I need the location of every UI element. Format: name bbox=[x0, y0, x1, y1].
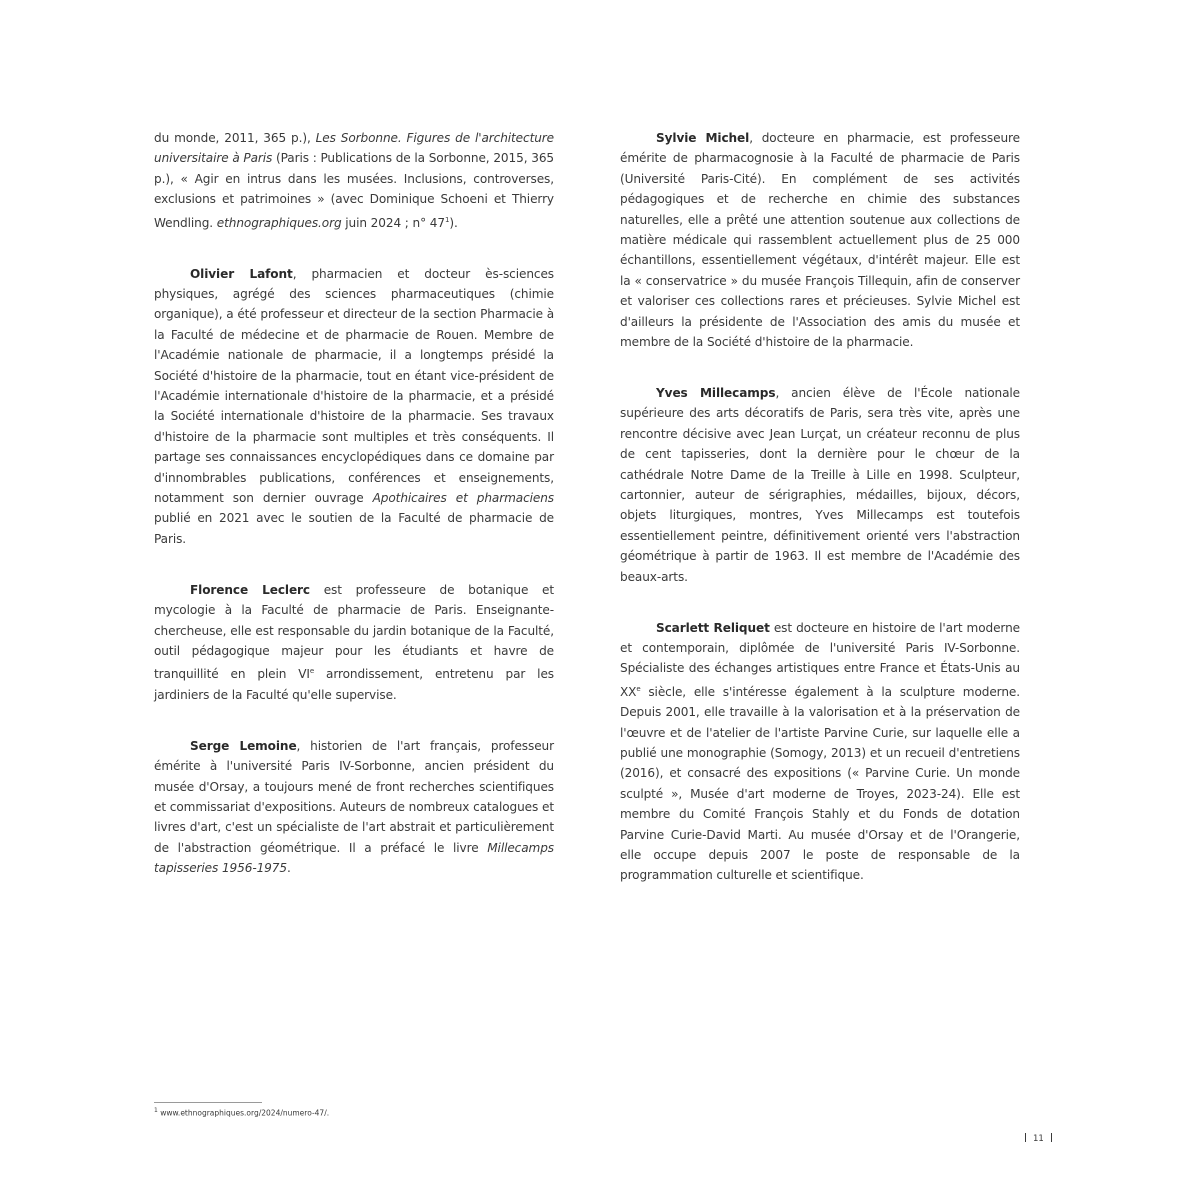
left-column bbox=[154, 128, 554, 909]
bio-name: Olivier Lafont bbox=[190, 266, 293, 281]
bio-serge-lemoine: Serge Lemoine, historien de l'art français, professeur émérite à l'université Paris IV-Sorbonne, ancien président du musée d'Orsay, a toujours mené de front recherches scientifiques et commissariat d'expositions. Auteurs de nombreux catalogues et livres d'art, c'est un spécialiste de l'art abstrait et particulièrement de l'abstraction géométrique. Il a préfacé le livre Millecamps tapisseries 1956-1975. bbox=[154, 738, 554, 876]
bio-name: Sylvie Michel bbox=[656, 131, 750, 145]
bio-olivier-lafont: Olivier Lafont, pharmacien et docteur ès-sciences physiques, agrégé des sciences pharmaceutiques (chimie organique), a été professeur et directeur de la section Pharmacie à la Faculté de médecine et de pharmacie de Rouen. Membre de l'Académie nationale de pharmacie, il a longtemps présidé la Société d'histoire de la pharmacie, tout en étant vice-président de l'Académie internationale d'histoire de la pharmacie, et a présidé la Société internationale d'histoire de la pharmacie. Ses travaux d'histoire de la pharmacie sont multiples et très conséquents. Il partage ses connaissances encyclopédiques dans ce domaine par d'innombrables publications, conférences et enseignements, notamment son dernier ouvrage Apothicaires et pharmaciens publié en 2021 avec le soutien de la Faculté de pharmacie de Paris. bbox=[154, 266, 555, 546]
bio-name: Serge Lemoine bbox=[190, 738, 297, 753]
bio-sylvie-michel: Sylvie Michel, docteure en pharmacie, est professeure émérite de pharmacognosie à la Faculté de pharmacie de Paris (Université Paris-Cité). En complément de ses activités pédagogiques et de recherche en chimie des substances naturelles, elle a prêté une attention soutenue aux collections de matière médicale qui rassemblent actuellement plus de 25 000 échantillons, essentiellement végétaux, d'intérêt majeur. Elle est la « conservatrice » du musée François Tillequin, afin de conserver et valoriser ces collections rares et précieuses. Sylvie Michel est d'ailleurs la présidente de l'Association des amis du musée et membre de la Société d'histoire de la pharmacie. bbox=[620, 131, 1020, 350]
folio-bar-left bbox=[1025, 1133, 1026, 1142]
folio-bar-right bbox=[1051, 1133, 1052, 1142]
footnote-rule bbox=[154, 1102, 262, 1103]
bio-name: Yves Millecamps bbox=[656, 385, 776, 400]
footnote bbox=[154, 1106, 329, 1119]
footnote-number: 1 bbox=[154, 1107, 158, 1114]
right-column bbox=[620, 128, 1020, 916]
bio-continuation: du monde, 2011, 365 p.), Les Sorbonne. Figures de l'architecture universitaire à Paris (Paris : Publications de la Sorbonne, 2015, 365 p.), « Agir en intrus dans les musées. Inclusions, controverses, exclusions et patrimoines » (avec Dominique Schoeni et Thierry Wendling. ethnographiques.org juin 2024 ; n° $47^1$). bbox=[154, 131, 555, 230]
bio-yves-millecamps: Yves Millecamps, ancien élève de l'École nationale supérieure des arts décoratifs de Paris, sera très vite, après une rencontre décisive avec Jean Lurçat, un créateur reconnu de plus de cent tapisseries, dont la dernière pour le chœur de la cathédrale Notre Dame de la Treille à Lille en 1998. Sculpteur, cartonnier, auteur de sérigraphies, médailles, bijoux, décors, objets liturgiques, montres, Yves Millecamps est toutefois essentiellement peintre, définitivement orienté vers l'abstraction géométrique à partir de 1963. Il est membre de l'Académie des beaux-arts. bbox=[620, 385, 1020, 584]
footnote-ref[interactable]: 1 bbox=[444, 215, 450, 224]
bio-florence-leclerc: Florence Leclerc est professeure de botanique et mycologie à la Faculté de pharmacie de Paris. Enseignante-chercheuse, elle est responsable du jardin botanique de la Faculté, outil pédagogique majeur pour les étudiants et havre de tranquillité en plein VIe arrondissement, entretenu par les jardiniers de la Faculté qu'elle supervise. bbox=[154, 582, 554, 702]
footnote-link[interactable]: www.ethnographiques.org/2024/numero-47/. bbox=[160, 1108, 330, 1118]
bio-name: Florence Leclerc bbox=[190, 582, 310, 597]
bio-scarlett-reliquet: Scarlett Reliquet est docteure en histoire de l'art moderne et contemporain, diplômée de l'université Paris IV-Sorbonne. Spécialiste des échanges artistiques entre France et États-Unis au XXe siècle, elle s'intéresse également à la sculpture moderne. Depuis 2001, elle travaille à la valorisation et à la préservation de l'œuvre et de l'atelier de l'artiste Parvine Curie, sur laquelle elle a publié une monographie (Somogy, 2013) et un recueil d'entretiens (2016), et consacré des expositions (« Parvine Curie. Un monde sculpté », Musée d'art moderne de Troyes, 2023-24). Elle est membre du Comité François Stahly et du Fonds de dotation Parvine Curie-David Marti. Au musée d'Orsay et de l'Orangerie, elle occupe depuis 2007 le poste de responsable de la programmation culturelle et scientifique. bbox=[620, 620, 1020, 883]
page-number: 11 bbox=[1018, 1133, 1059, 1144]
bio-name: Scarlett Reliquet bbox=[656, 620, 770, 635]
